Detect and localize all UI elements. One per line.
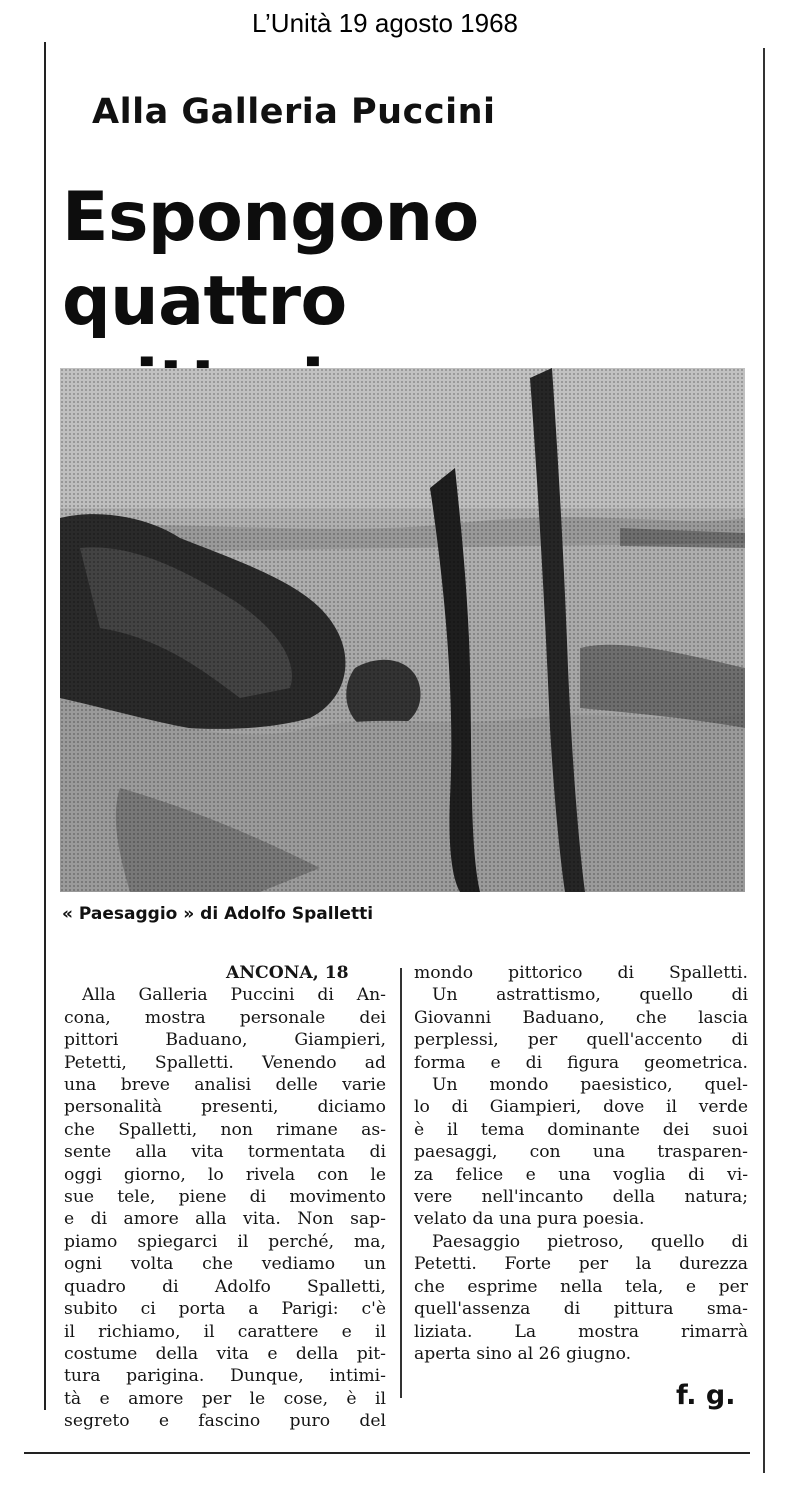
painting-photo-image (60, 368, 745, 892)
clipping-left-border (44, 42, 46, 1410)
text-line: sue tele, piene di movimento (64, 1187, 386, 1208)
text-line: quadro di Adolfo Spalletti, (64, 1276, 386, 1297)
article-dateline: ANCONA, 18 (226, 963, 349, 983)
text-line: sente alla vita tormentata di (64, 1142, 386, 1163)
text-line: tura parigina. Dunque, intimi- (64, 1366, 386, 1387)
text-line: mondo pittorico di Spalletti. (414, 963, 748, 983)
painting-photo (60, 368, 745, 892)
photo-caption: « Paesaggio » di Adolfo Spalletti (62, 904, 374, 924)
text-line: lo di Giampieri, dove il verde (414, 1097, 748, 1118)
text-line: ogni volta che vediamo un (64, 1254, 386, 1275)
text-line: Alla Galleria Puccini di An- (82, 985, 386, 1006)
source-caption: L’Unità 19 agosto 1968 (252, 8, 518, 38)
text-line: aperta sino al 26 giugno. (414, 1343, 632, 1364)
text-line: paesaggi, con una trasparen- (414, 1142, 748, 1163)
text-line: il richiamo, il carattere e il (64, 1321, 386, 1342)
text-line: cona, mostra personale dei (64, 1007, 386, 1028)
text-line: perplessi, per quell'accento di (414, 1030, 748, 1051)
text-line: Petetti, Spalletti. Venendo ad (64, 1052, 386, 1073)
text-line: e di amore alla vita. Non sap- (64, 1209, 386, 1230)
text-line: tà e amore per le cose, è il (64, 1388, 386, 1409)
text-line: una breve analisi delle varie (64, 1075, 386, 1096)
text-line: personalità presenti, diciamo (64, 1097, 386, 1118)
text-line: Un astrattismo, quello di (432, 985, 748, 1006)
text-line: forma e di figura geometrica. (414, 1052, 748, 1073)
text-line: segreto e fascino puro del (64, 1411, 386, 1432)
text-line: liziata. La mostra rimarrà (414, 1321, 748, 1342)
text-line: costume della vita e della pit- (64, 1343, 386, 1364)
author-signature: f. g. (676, 1380, 736, 1411)
text-line: Petetti. Forte per la durezza (414, 1254, 748, 1275)
clipping-right-border (763, 48, 765, 1473)
text-line: Un mondo paesistico, quel- (432, 1075, 748, 1096)
text-line: oggi giorno, lo rivela con le (64, 1164, 386, 1185)
headline-line-1: Espongono quattro (62, 178, 479, 341)
text-line: subito ci porta a Parigi: c'è (64, 1299, 386, 1320)
text-line: za felice e una voglia di vi- (414, 1164, 748, 1185)
column-divider (400, 968, 402, 1398)
text-line: pittori Baduano, Giampieri, (64, 1030, 386, 1051)
article-kicker: Alla Galleria Puccini (92, 92, 496, 132)
text-line: che Spalletti, non rimane as- (64, 1119, 386, 1140)
text-line: Paesaggio pietroso, quello di (432, 1231, 748, 1252)
text-line: piamo spiegarci il perché, ma, (64, 1231, 386, 1252)
article-column-1 (64, 962, 386, 1433)
text-line: è il tema dominante dei suoi (414, 1119, 748, 1140)
text-line: che esprime nella tela, e per (414, 1276, 748, 1297)
clipping-bottom-rule (24, 1452, 750, 1454)
text-line: Giovanni Baduano, che lascia (414, 1007, 748, 1028)
article-column-2 (414, 962, 748, 1365)
text-line: velato da una pura poesia. (414, 1209, 645, 1230)
text-line: vere nell'incanto della natura; (414, 1187, 748, 1208)
text-line: quell'assenza di pittura sma- (414, 1299, 748, 1320)
